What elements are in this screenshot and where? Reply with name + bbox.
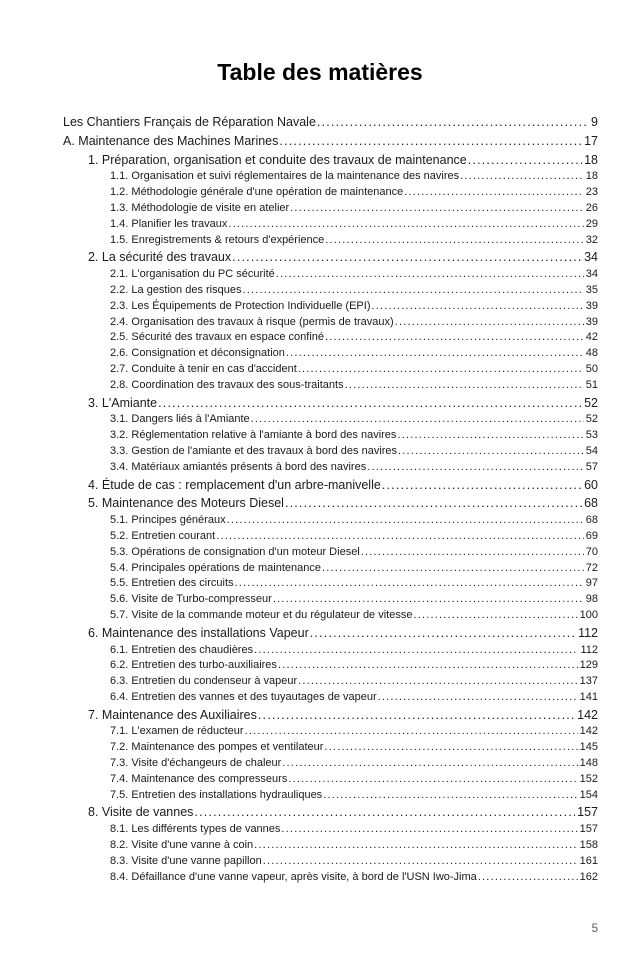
toc-leader-dots	[194, 803, 575, 822]
toc-entry	[63, 330, 598, 346]
toc-entry-page: 98	[585, 593, 598, 606]
toc-leader-dots	[395, 315, 584, 331]
toc-entry-label: 7.5. Entretien des installations hydrauliques	[110, 788, 323, 801]
toc-entry-label: 2.6. Consignation et déconsignation	[110, 347, 285, 360]
toc-entry	[63, 346, 598, 362]
page-number-footer: 5	[591, 923, 598, 935]
toc-leader-dots	[345, 378, 584, 394]
toc-entry-label: 7.4. Maintenance des compresseurs	[110, 772, 288, 785]
toc-leader-dots	[325, 330, 584, 346]
toc-entry-page: 18	[585, 170, 598, 183]
toc-entry	[63, 854, 598, 870]
toc-leader-dots	[216, 529, 584, 545]
toc-entry-label: 5.2. Entretien courant	[110, 529, 216, 542]
toc-entry-page: 157	[577, 805, 598, 820]
toc-entry-page: 97	[585, 577, 598, 590]
toc-entry-label: 5.6. Visite de Turbo-compresseur	[110, 593, 272, 606]
toc-entry	[63, 494, 598, 513]
toc-leader-dots	[367, 460, 584, 476]
toc-entry-label: 2.5. Sécurité des travaux en espace confiné	[110, 331, 325, 344]
toc-entry-label: 8.4. Défaillance d'une vanne vapeur, après visite, à bord de l'USN Iwo-Jima	[110, 870, 477, 883]
toc-entry	[63, 412, 598, 428]
toc-entry-page: 34	[585, 268, 598, 281]
toc-leader-dots	[298, 362, 584, 378]
toc-entry	[63, 460, 598, 476]
toc-entry	[63, 513, 598, 529]
toc-entry	[63, 822, 598, 838]
toc-entry-page: 9	[591, 115, 598, 129]
toc-leader-dots	[468, 151, 582, 170]
toc-entry-page: 18	[584, 152, 598, 167]
toc-entry-page: 52	[584, 395, 598, 410]
toc-entry	[63, 217, 598, 233]
toc-entry-label: 2.4. Organisation des travaux à risque (permis de travaux)	[110, 315, 394, 328]
toc-leader-dots	[288, 772, 577, 788]
toc-entry-page: 157	[579, 823, 598, 836]
toc-leader-dots	[478, 870, 578, 886]
toc-entry-label: 3.2. Réglementation relative à l'amiante à bord des navires	[110, 429, 397, 442]
toc-entry	[63, 706, 598, 725]
toc-entry-page: 35	[585, 283, 598, 296]
toc-entry	[63, 476, 598, 495]
toc-entry	[63, 803, 598, 822]
toc-entry	[63, 267, 598, 283]
toc-leader-dots	[258, 706, 575, 725]
toc-entry-page: 162	[579, 870, 598, 883]
toc-leader-dots	[286, 346, 584, 362]
toc-entry	[63, 233, 598, 249]
toc-entry-page: 145	[579, 741, 598, 754]
toc-leader-dots	[279, 132, 582, 151]
toc-leader-dots	[378, 690, 578, 706]
toc-entry	[63, 132, 598, 151]
toc-leader-dots	[404, 185, 584, 201]
toc-entry-label: 8.1. Les différents types de vannes	[110, 823, 281, 836]
toc-entry-label: 6.1. Entretien des chaudières	[110, 643, 254, 656]
toc-entry-label: 2.8. Coordination des travaux des sous-traitants	[110, 378, 344, 391]
toc-leader-dots	[263, 854, 578, 870]
toc-entry	[63, 608, 598, 624]
toc-leader-dots	[254, 643, 578, 659]
toc-leader-dots	[276, 267, 584, 283]
toc-entry	[63, 643, 598, 659]
toc-leader-dots	[285, 494, 582, 513]
toc-entry-page: 141	[579, 690, 598, 703]
toc-entry-label: 2.3. Les Équipements de Protection Individuelle (EPI)	[110, 299, 371, 312]
toc-entry-page: 50	[585, 362, 598, 375]
toc-leader-dots	[242, 283, 583, 299]
toc-entry	[63, 624, 598, 643]
toc-entry	[63, 444, 598, 460]
toc-leader-dots	[254, 838, 577, 854]
toc-leader-dots	[361, 545, 584, 561]
toc-entry	[63, 394, 598, 413]
toc-entry-label: 5.7. Visite de la commande moteur et du régulateur de vitesse	[110, 608, 413, 621]
page-title: Table des matières	[217, 59, 423, 85]
toc-entry-label: 3.4. Matériaux amiantés présents à bord des navires	[110, 460, 367, 473]
toc-leader-dots	[413, 608, 577, 624]
toc-entry-page: 60	[584, 477, 598, 492]
toc-entry-page: 57	[585, 460, 598, 473]
toc-entry-page: 112	[580, 643, 598, 656]
toc-entry-page: 70	[585, 545, 598, 558]
toc-entry	[63, 529, 598, 545]
toc-entry	[63, 169, 598, 185]
toc-entry	[63, 299, 598, 315]
toc-entry-label: 4. Étude de cas : remplacement d'un arbre-manivelle	[88, 477, 381, 492]
toc-leader-dots	[251, 412, 584, 428]
toc-entry-label: 8.3. Visite d'une vanne papillon	[110, 854, 262, 867]
toc-list	[63, 113, 598, 885]
toc-leader-dots	[325, 233, 583, 249]
toc-entry	[63, 315, 598, 331]
toc-entry-page: 23	[585, 186, 598, 199]
toc-entry-page: 142	[577, 707, 598, 722]
toc-entry-label: 2.7. Conduite à tenir en cas d'accident	[110, 362, 297, 375]
toc-entry	[63, 690, 598, 706]
toc-entry-label: 7.1. L'examen de réducteur	[110, 725, 244, 738]
toc-leader-dots	[228, 217, 583, 233]
toc-leader-dots	[273, 592, 584, 608]
toc-entry-page: 69	[585, 529, 598, 542]
toc-entry-label: 7.3. Visite d'échangeurs de chaleur	[110, 757, 282, 770]
toc-entry-label: 6.4. Entretien des vannes et des tuyautages de vapeur	[110, 690, 377, 703]
toc-entry-page: 112	[578, 625, 598, 640]
toc-entry	[63, 740, 598, 756]
toc-entry	[63, 248, 598, 267]
toc-entry-page: 52	[585, 413, 598, 426]
toc-entry-label: 8. Visite de vannes	[88, 805, 194, 820]
toc-entry	[63, 428, 598, 444]
toc-entry-page: 29	[585, 217, 598, 230]
toc-leader-dots	[397, 428, 583, 444]
toc-entry-page: 68	[585, 514, 598, 527]
toc-entry	[63, 592, 598, 608]
toc-entry-page: 152	[579, 772, 598, 785]
toc-entry-label: 1. Préparation, organisation et conduite des travaux de maintenance	[88, 152, 467, 167]
toc-entry-label: 5.5. Entretien des circuits	[110, 577, 234, 590]
toc-entry-label: 3. L'Amiante	[88, 395, 158, 410]
toc-entry	[63, 545, 598, 561]
toc-entry	[63, 378, 598, 394]
toc-leader-dots	[298, 674, 578, 690]
toc-entry-page: 100	[579, 608, 598, 621]
toc-entry-label: 6.3. Entretien du condenseur à vapeur	[110, 675, 298, 688]
toc-entry-label: 5.3. Opérations de consignation d'un moteur Diesel	[110, 545, 360, 558]
toc-entry-page: 26	[585, 201, 598, 214]
toc-entry	[63, 658, 598, 674]
toc-entry-page: 54	[585, 444, 598, 457]
toc-entry-page: 39	[585, 315, 598, 328]
toc-entry-label: Les Chantiers Français de Réparation Navale	[63, 115, 316, 129]
toc-leader-dots	[460, 169, 584, 185]
toc-entry-page: 137	[579, 675, 598, 688]
toc-leader-dots	[290, 201, 584, 217]
toc-entry-label: 2.2. La gestion des risques	[110, 283, 242, 296]
toc-entry-label: 1.5. Enregistrements & retours d'expérience	[110, 233, 325, 246]
toc-leader-dots	[278, 658, 578, 674]
toc-entry-label: 1.4. Planifier les travaux	[110, 217, 228, 230]
toc-entry-label: 6.2. Entretien des turbo-auxiliaires	[110, 659, 277, 672]
toc-entry-label: 7. Maintenance des Auxiliaires	[88, 707, 257, 722]
toc-leader-dots	[322, 561, 584, 577]
toc-entry-page: 42	[585, 331, 598, 344]
toc-entry-label: 5. Maintenance des Moteurs Diesel	[88, 496, 284, 511]
toc-entry-page: 154	[579, 788, 598, 801]
toc-leader-dots	[323, 788, 577, 804]
toc-entry	[63, 113, 598, 132]
toc-leader-dots	[324, 740, 577, 756]
toc-entry	[63, 561, 598, 577]
toc-entry	[63, 283, 598, 299]
toc-entry-page: 161	[579, 854, 598, 867]
toc-entry-page: 48	[585, 347, 598, 360]
toc-entry-page: 32	[585, 233, 598, 246]
toc-leader-dots	[235, 576, 584, 592]
toc-entry-page: 68	[584, 496, 598, 511]
toc-entry-label: 1.3. Méthodologie de visite en atelier	[110, 201, 290, 214]
toc-entry	[63, 724, 598, 740]
toc-entry-label: 5.4. Principales opérations de maintenance	[110, 561, 321, 574]
toc-entry-page: 158	[579, 839, 598, 852]
toc-entry-page: 142	[579, 725, 598, 738]
toc-entry	[63, 838, 598, 854]
toc-leader-dots	[158, 394, 582, 413]
toc-entry	[63, 576, 598, 592]
toc-entry-page: 53	[585, 429, 598, 442]
toc-entry	[63, 788, 598, 804]
toc-leader-dots	[232, 248, 582, 267]
toc-entry-page: 34	[584, 250, 598, 265]
toc-entry-label: 6. Maintenance des installations Vapeur	[88, 625, 309, 640]
toc-entry-label: 3.3. Gestion de l'amiante et des travaux à bord des navires	[110, 444, 398, 457]
toc-entry-label: 5.1. Principes généraux	[110, 514, 226, 527]
toc-entry-label: 7.2. Maintenance des pompes et ventilateur	[110, 741, 324, 754]
toc-entry	[63, 185, 598, 201]
toc-entry-page: 148	[579, 757, 598, 770]
toc-entry	[63, 870, 598, 886]
toc-leader-dots	[227, 513, 584, 529]
toc-entry	[63, 201, 598, 217]
toc-leader-dots	[382, 476, 582, 495]
toc-leader-dots	[281, 822, 577, 838]
toc-leader-dots	[245, 724, 578, 740]
toc-entry-label: 3.1. Dangers liés à l'Amiante	[110, 413, 250, 426]
toc-entry	[63, 756, 598, 772]
toc-entry	[63, 151, 598, 170]
toc-entry-page: 51	[585, 378, 598, 391]
toc-entry-label: A. Maintenance des Machines Marines	[63, 133, 279, 148]
toc-leader-dots	[317, 113, 589, 132]
toc-entry-label: 2.1. L'organisation du PC sécurité	[110, 268, 275, 281]
toc-entry-page: 129	[579, 659, 598, 672]
toc-entry-label: 1.1. Organisation et suivi réglementaires de la maintenance des navires	[110, 170, 460, 183]
toc-entry-label: 8.2. Visite d'une vanne à coin	[110, 839, 254, 852]
toc-entry-label: 1.2. Méthodologie générale d'une opération de maintenance	[110, 186, 404, 199]
toc-leader-dots	[398, 444, 584, 460]
toc-entry	[63, 772, 598, 788]
toc-leader-dots	[371, 299, 583, 315]
toc-entry	[63, 674, 598, 690]
toc-entry-label: 2. La sécurité des travaux	[88, 250, 232, 265]
toc-entry	[63, 362, 598, 378]
toc-entry-page: 17	[584, 133, 598, 148]
toc-entry-page: 72	[585, 561, 598, 574]
toc-entry-page: 39	[585, 299, 598, 312]
toc-leader-dots	[310, 624, 576, 643]
toc-leader-dots	[282, 756, 577, 772]
